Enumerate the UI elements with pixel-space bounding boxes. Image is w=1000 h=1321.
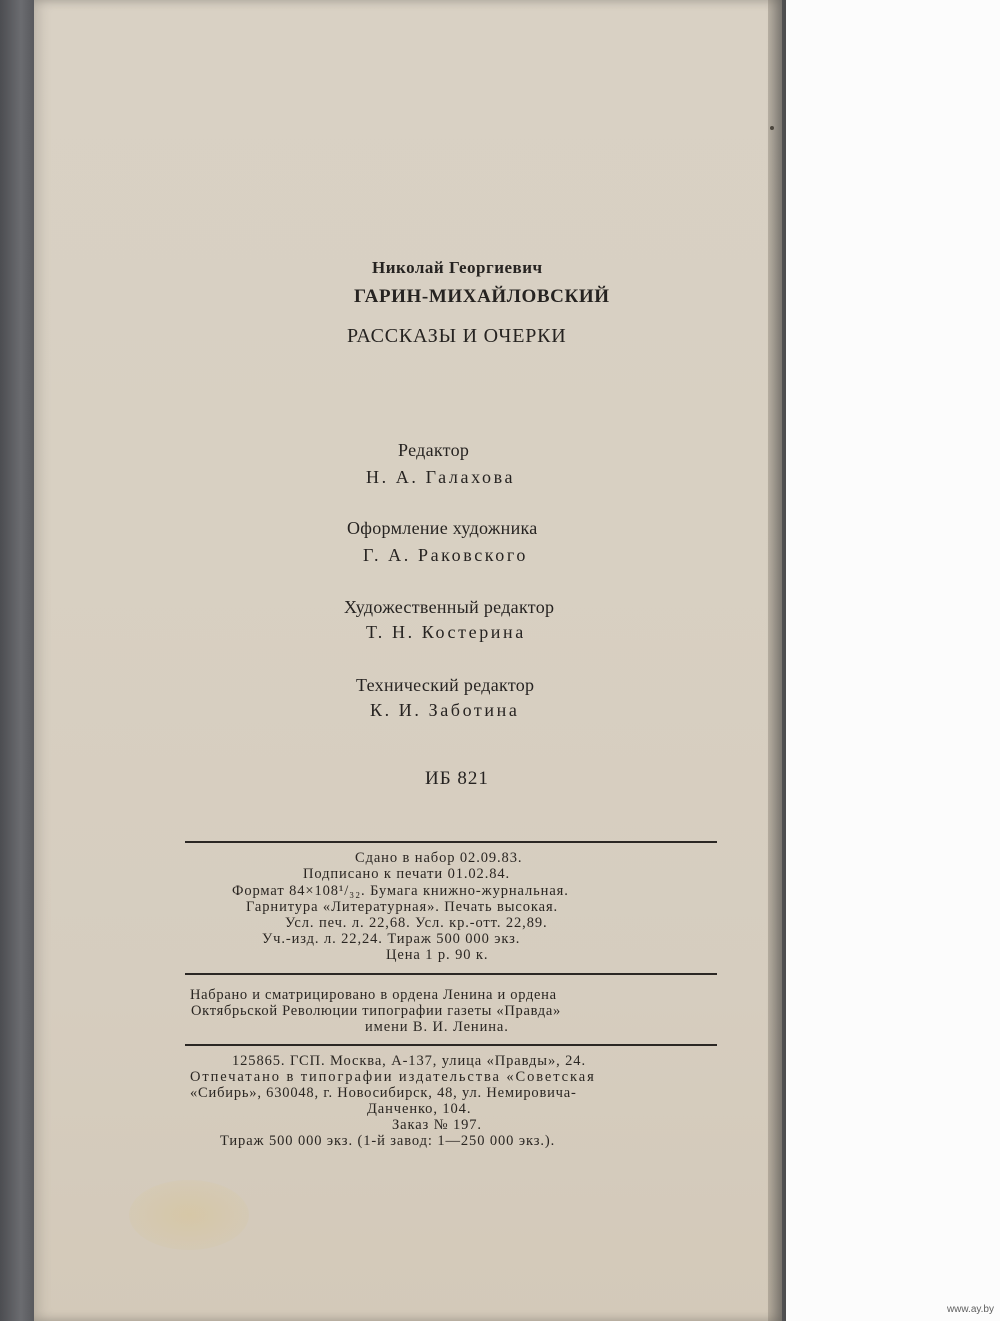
imprint-line: Усл. печ. л. 22,68. Усл. кр.-отт. 22,89. (285, 915, 548, 931)
credit-role: Технический редактор (356, 675, 535, 695)
address-line: Заказ № 197. (392, 1117, 482, 1133)
address-line: Отпечатано в типографии издательства «Советская (190, 1069, 596, 1085)
book-title: РАССКАЗЫ И ОЧЕРКИ (347, 325, 567, 347)
divider-rule (185, 1044, 717, 1046)
author-last-name: ГАРИН-МИХАЙЛОВСКИЙ (354, 286, 610, 307)
site-watermark: www.ay.by (946, 1304, 994, 1315)
credit-name: Г. А. Раковского (363, 545, 528, 565)
imprint-line: Формат 84×108¹/₃₂. Бумага книжно-журнальная. (232, 883, 569, 899)
address-line: «Сибирь», 630048, г. Новосибирск, 48, ул. Немировича- (190, 1085, 577, 1101)
address-line: Данченко, 104. (367, 1101, 472, 1117)
printing-house-line: Набрано и сматрицировано в ордена Ленина и ордена (190, 987, 557, 1003)
divider-rule (185, 973, 717, 975)
printing-house-line: имени В. И. Ленина. (365, 1019, 509, 1035)
blank-right-sheet (786, 0, 1000, 1321)
imprint-line: Цена 1 р. 90 к. (386, 947, 489, 963)
credit-role: Оформление художника (347, 518, 538, 538)
printing-house-line: Октябрьской Революции типографии газеты «Правда» (191, 1003, 561, 1019)
divider-rule (185, 841, 717, 843)
credit-name: Т. Н. Костерина (366, 622, 526, 642)
ib-number: ИБ 821 (425, 768, 489, 789)
author-first-name: Николай Георгиевич (372, 258, 543, 277)
credit-name: Н. А. Галахова (366, 467, 516, 487)
imprint-line: Уч.-изд. л. 22,24. Тираж 500 000 экз. (262, 931, 521, 947)
credit-role: Художественный редактор (344, 597, 555, 617)
credit-role: Редактор (398, 440, 470, 460)
imprint-line: Подписано к печати 01.02.84. (303, 866, 511, 882)
paper-stain (129, 1180, 249, 1250)
address-line: Тираж 500 000 экз. (1-й завод: 1—250 000 экз.). (220, 1133, 556, 1149)
address-line: 125865. ГСП. Москва, А-137, улица «Правды», 24. (232, 1053, 586, 1069)
imprint-line: Сдано в набор 02.09.83. (355, 850, 523, 866)
page-edge (768, 0, 786, 1321)
imprint-line: Гарнитура «Литературная». Печать высокая. (246, 899, 559, 915)
credit-name: К. И. Заботина (370, 700, 520, 720)
